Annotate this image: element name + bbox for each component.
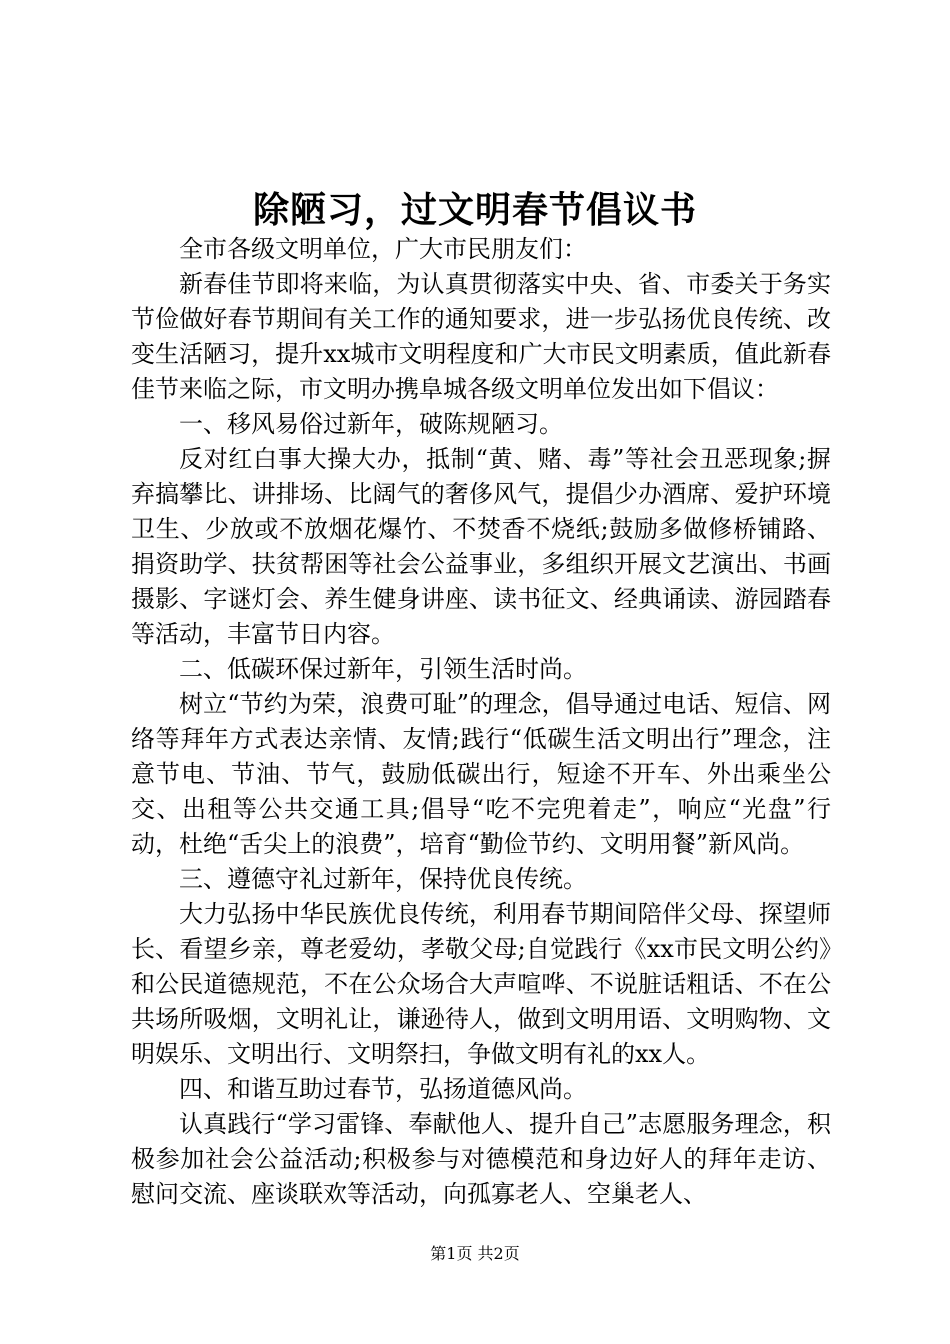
paragraph-section-3: 大力弘扬中华民族优良传统，利用春节期间陪伴父母、探望师长、看望乡亲，尊老爱幼，孝敬父母;自觉践行《xx市民文明公约》和公民道德规范，不在公众场合大声喧哗、不说脏话粗话、不在公共场所吸烟，文明礼让，谦逊待人，做到文明用语、文明购物、文明娱乐、文明出行、文明祭扫，争做文明有礼的xx人。: [131, 900, 831, 1068]
section-heading-3: 三、遵德守礼过新年，保持优良传统。: [179, 865, 587, 893]
page-indicator: 第1页 共2页: [430, 1244, 520, 1263]
document-body: [131, 232, 831, 1212]
document-title: 除陋习，过文明春节倡议书: [252, 189, 697, 231]
section-heading-1: 一、移风易俗过新年，破陈规陋习。: [179, 410, 563, 438]
section-heading-2: 二、低碳环保过新年，引领生活时尚。: [179, 655, 587, 683]
section-heading-4: 四、和谐互助过春节，弘扬道德风尚。: [179, 1075, 587, 1103]
paragraph-section-1: 反对红白事大操大办，抵制“黄、赌、毒”等社会丑恶现象;摒弃搞攀比、讲排场、比阔气的奢侈风气，提倡少办酒席、爱护环境卫生、少放或不放烟花爆竹、不焚香不烧纸;鼓励多做修桥铺路、捐资助学、扶贫帮困等社会公益事业，多组织开展文艺演出、书画摄影、字谜灯会、养生健身讲座、读书征文、经典诵读、游园踏春等活动，丰富节日内容。: [131, 445, 831, 648]
paragraph-section-2: 树立“节约为荣，浪费可耻”的理念，倡导通过电话、短信、网络等拜年方式表达亲情、友情;践行“低碳生活文明出行”理念，注意节电、节油、节气，鼓励低碳出行，短途不开车、外出乘坐公交、出租等公共交通工具;倡导“吃不完兜着走”，响应“光盘”行动，杜绝“舌尖上的浪费”，培育“勤俭节约、文明用餐”新风尚。: [131, 690, 831, 858]
paragraph-section-4: 认真践行“学习雷锋、奉献他人、提升自己”志愿服务理念，积极参加社会公益活动;积极参与对德模范和身边好人的拜年走访、慰问交流、座谈联欢等活动，向孤寡老人、空巢老人、: [131, 1110, 831, 1208]
paragraph-intro: 新春佳节即将来临，为认真贯彻落实中央、省、市委关于务实节俭做好春节期间有关工作的通知要求，进一步弘扬优良传统、改变生活陋习，提升xx城市文明程度和广大市民文明素质，值此新春佳节来临之际，市文明办携阜城各级文明单位发出如下倡议：: [131, 270, 831, 403]
salutation: 全市各级文明单位，广大市民朋友们：: [179, 235, 587, 263]
